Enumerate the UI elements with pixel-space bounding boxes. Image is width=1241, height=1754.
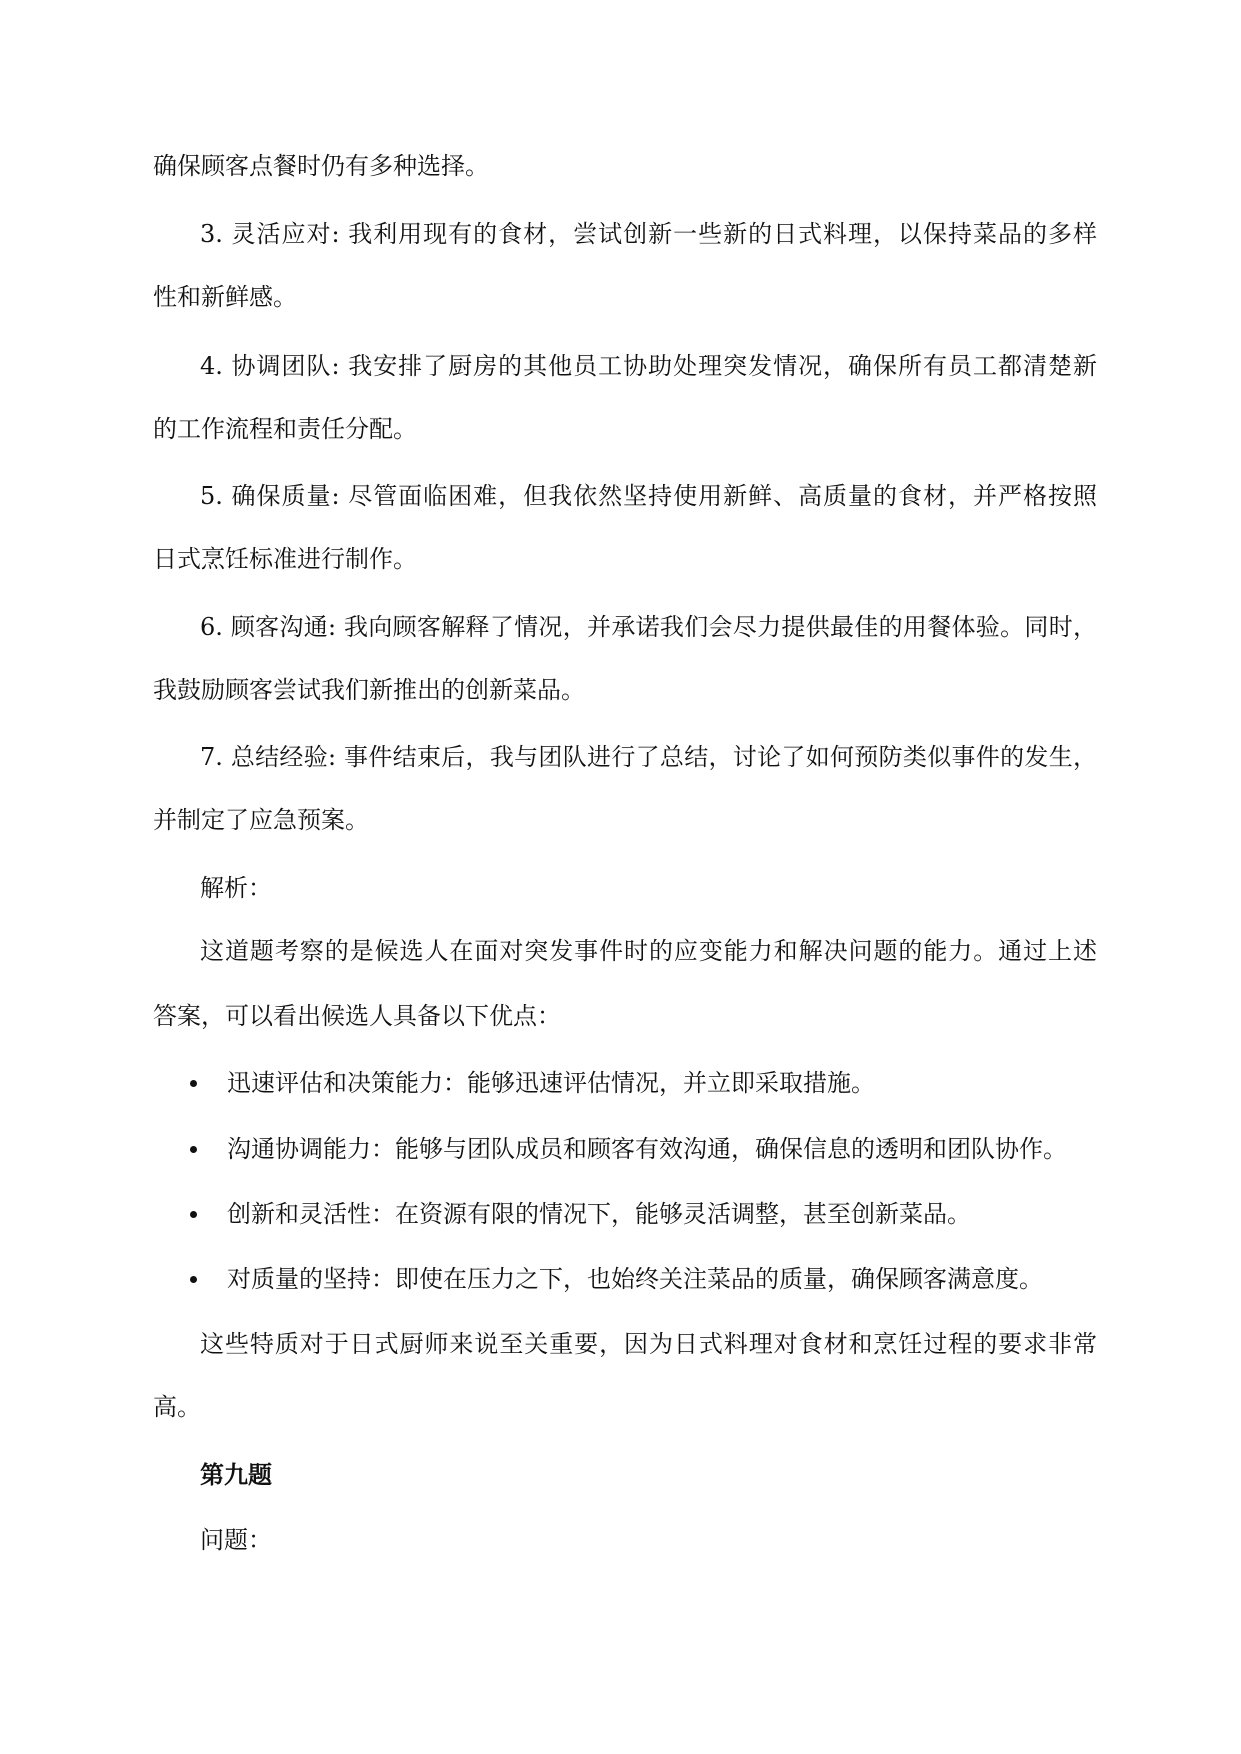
list-item-text: 创新和灵活性：在资源有限的情况下，能够灵活调整，甚至创新菜品。 — [227, 1200, 971, 1228]
conclusion-continuation: 高。 — [153, 1393, 201, 1421]
section-heading: 第九题 — [200, 1460, 272, 1489]
numbered-item-3: 3. 灵活应对: 我利用现有的食材，尝试创新一些新的日式料理，以保持菜品的多样 — [200, 220, 1097, 248]
conclusion-line: 这些特质对于日式厨师来说至关重要，因为日式料理对食材和烹饪过程的要求非常 — [200, 1330, 1097, 1358]
analysis-label: 解析： — [200, 874, 272, 902]
numbered-item-3-continuation: 性和新鲜感。 — [153, 283, 297, 311]
analysis-intro-continuation: 答案，可以看出候选人具备以下优点： — [153, 1002, 561, 1030]
numbered-item-4: 4. 协调团队: 我安排了厨房的其他员工协助处理突发情况，确保所有员工都清楚新 — [200, 352, 1097, 380]
numbered-item-7: 7. 总结经验: 事件结束后，我与团队进行了总结，讨论了如何预防类似事件的发生， — [200, 743, 1097, 771]
list-item-text: 沟通协调能力：能够与团队成员和顾客有效沟通，确保信息的透明和团队协作。 — [227, 1135, 1067, 1163]
bullet-dot-icon — [190, 1211, 197, 1218]
numbered-item-6: 6. 顾客沟通: 我向顾客解释了情况，并承诺我们会尽力提供最佳的用餐体验。同时， — [200, 613, 1097, 641]
numbered-item-5: 5. 确保质量: 尽管面临困难，但我依然坚持使用新鲜、高质量的食材，并严格按照 — [200, 482, 1097, 510]
numbered-item-4-continuation: 的工作流程和责任分配。 — [153, 415, 417, 443]
bullet-dot-icon — [190, 1080, 197, 1087]
bullet-dot-icon — [190, 1276, 197, 1283]
numbered-item-7-continuation: 并制定了应急预案。 — [153, 806, 369, 834]
numbered-item-5-continuation: 日式烹饪标准进行制作。 — [153, 545, 417, 573]
analysis-intro-line: 这道题考察的是候选人在面对突发事件时的应变能力和解决问题的能力。通过上述 — [200, 937, 1097, 965]
list-item-text: 迅速评估和决策能力：能够迅速评估情况，并立即采取措施。 — [227, 1069, 875, 1097]
bullet-dot-icon — [190, 1146, 197, 1153]
question-label: 问题： — [200, 1526, 272, 1554]
paragraph-line: 确保顾客点餐时仍有多种选择。 — [153, 152, 489, 180]
numbered-item-6-continuation: 我鼓励顾客尝试我们新推出的创新菜品。 — [153, 676, 585, 704]
list-item-text: 对质量的坚持：即使在压力之下，也始终关注菜品的质量，确保顾客满意度。 — [227, 1265, 1043, 1293]
